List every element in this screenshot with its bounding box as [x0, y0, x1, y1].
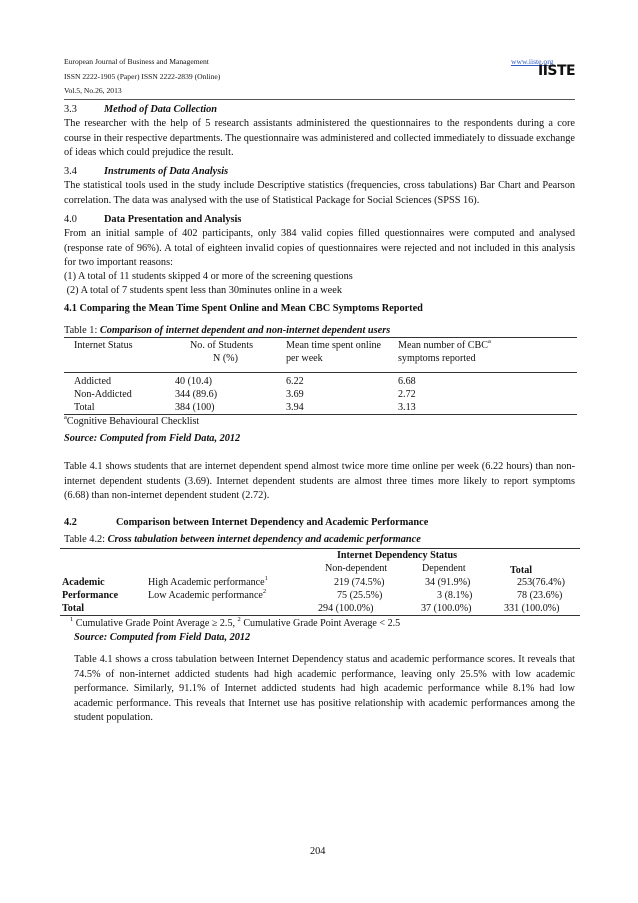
th-students-line1: No. of Students	[190, 340, 254, 351]
table-row-status: Non-Addicted	[74, 389, 132, 400]
cell-total-nondep: 294 (100.0%)	[318, 603, 374, 614]
th-internet-status: Internet Status	[74, 340, 133, 351]
high-label-sup: 1	[264, 575, 268, 582]
table-row-time: 6.22	[286, 376, 304, 387]
table-row-n: 40 (10.4)	[175, 376, 213, 387]
table-row-cbc: 3.13	[398, 402, 416, 413]
caption-prefix: Table 1:	[64, 325, 100, 336]
cell-high-dep: 34 (91.9%)	[425, 577, 471, 588]
low-label-sup: 2	[262, 588, 267, 595]
th-cbc-text: Mean number of CBC	[398, 340, 488, 351]
section-number: 3.4	[64, 166, 77, 177]
volume-line: Vol.5, No.26, 2013	[64, 86, 122, 95]
cell-low-nondep: 75 (25.5%)	[337, 590, 383, 601]
table-1-footnote	[64, 415, 199, 428]
th-cbc-sup: a	[488, 338, 491, 345]
th-dependency-status: Internet Dependency Status	[337, 550, 458, 561]
table-row-time: 3.94	[286, 402, 304, 413]
row-high-label	[148, 576, 268, 589]
table-row-n: 384 (100)	[175, 402, 215, 413]
th-cbc-line2: symptoms reported	[398, 353, 476, 364]
cell-total-total: 331 (100.0%)	[504, 603, 560, 614]
table-1-source: Source: Computed from Field Data, 2012	[64, 433, 241, 444]
low-label-text: Low Academic performance	[148, 590, 263, 601]
row-label-total: Total	[62, 603, 85, 614]
table-4-1-discussion: Table 4.1 shows students that are internet dependent spend almost twice more time online per week (6.22 hours) than non-internet dependent students (3.69). Internet dependent students are almost three times more likely to report symptoms (6.68) than non-internet dependent student (2.72).	[64, 461, 575, 502]
th-mean-time-line2: per week	[286, 353, 323, 364]
table-4-2-bottom-rule	[60, 615, 580, 616]
section-number: 4.0	[64, 214, 77, 225]
table-4-2-footnote	[70, 617, 400, 630]
footnote-part-2: Cumulative Grade Point Average < 2.5	[240, 618, 401, 629]
table-4-2-caption	[64, 533, 421, 547]
section-4-2-heading	[64, 516, 428, 530]
caption-prefix: Table 4.2:	[64, 534, 108, 545]
footnote-part-1: Cumulative Grade Point Average ≥ 2.5,	[73, 618, 238, 629]
section-3-4-body: The statistical tools used in the study include Descriptive statistics (frequencies, cross tabulations) Bar Chart and Pearson correlation. The data was analysed with the use of Statistical Package for Social Sciences (SPSS 16).	[64, 180, 575, 206]
table-row-n: 344 (89.6)	[175, 389, 218, 400]
caption-text: Cross tabulation between internet dependency and academic performance	[107, 534, 421, 545]
issn-line: ISSN 2222-1905 (Paper) ISSN 2222-2839 (Online)	[64, 72, 221, 81]
cell-low-dep: 3 (8.1%)	[437, 590, 473, 601]
table-row-time: 3.69	[286, 389, 304, 400]
reason-1: (1) A total of 11 students skipped 4 or more of the screening questions	[64, 271, 353, 282]
section-title: Comparison between Internet Dependency and Academic Performance	[116, 517, 429, 528]
table-1-caption	[64, 324, 390, 338]
cell-high-nondep: 219 (74.5%)	[334, 577, 385, 588]
footnote-text: Cognitive Behavioural Checklist	[66, 416, 200, 427]
table-4-2-source: Source: Computed from Field Data, 2012	[74, 632, 251, 643]
th-students-line2: N (%)	[213, 353, 238, 364]
cell-total-dep: 37 (100.0%)	[421, 603, 472, 614]
footnote-sup-2: 2	[237, 616, 241, 623]
section-number: 3.3	[64, 104, 77, 115]
table-row-status: Addicted	[74, 376, 111, 387]
th-non-dependent: Non-dependent	[325, 563, 388, 574]
table-1-top-rule	[64, 337, 577, 338]
section-4-1-heading: 4.1 Comparing the Mean Time Spent Online and Mean CBC Symptoms Reported	[64, 303, 423, 314]
section-title: Method of Data Collection	[104, 104, 217, 115]
table-row-cbc: 2.72	[398, 389, 416, 400]
cell-low-total: 78 (23.6%)	[517, 590, 563, 601]
section-number: 4.2	[64, 517, 77, 528]
th-cbc-line1	[398, 339, 491, 352]
section-3-3-heading	[64, 103, 217, 117]
th-mean-time-line1: Mean time spent online	[286, 340, 382, 351]
footnote-sup: a	[64, 414, 67, 421]
section-3-3-body: The researcher with the help of 5 research assistants administered the questionnaires to the respondents during a core course in their respective departments. The questionnaire was administered and collected immediately to dissuade exchange of ideas which could prejudice the result.	[64, 118, 575, 159]
section-title: Data Presentation and Analysis	[104, 214, 242, 225]
section-title: Instruments of Data Analysis	[104, 166, 229, 177]
table-row-cbc: 6.68	[398, 376, 416, 387]
table-1-header-rule	[64, 372, 577, 373]
th-dependent: Dependent	[422, 563, 466, 574]
reason-2: (2) A total of 7 students spent less than 30minutes online in a week	[64, 285, 342, 296]
section-3-4-heading	[64, 165, 228, 179]
logo-text: IISTE	[538, 63, 576, 79]
row-low-label	[148, 589, 266, 602]
section-4-0-heading	[64, 213, 241, 227]
table-row-status: Total	[74, 402, 95, 413]
iiste-logo	[538, 63, 576, 80]
table-4-2-discussion: Table 4.1 shows a cross tabulation between Internet Dependency status and academic performance scores. It reveals that 74.5% of non-internet addicted students had high academic performance, leaving only 25.5% with low academic performance. Similarly, 91.1% of Internet addicted students had high academic performance while 8.1% had low academic performance. This reveals that Internet use has positive relationship with academic performances among the student population.	[74, 654, 575, 724]
row-label-performance: Performance	[62, 590, 119, 601]
header-divider	[64, 99, 575, 100]
high-label-text: High Academic performance	[148, 577, 265, 588]
page-number: 204	[310, 846, 326, 857]
caption-text: Comparison of internet dependent and non-internet dependent users	[99, 325, 391, 336]
table-4-2-top-rule	[60, 548, 580, 549]
journal-url-link[interactable]: www.iiste.org	[511, 57, 554, 66]
cell-high-total: 253(76.4%)	[517, 577, 565, 588]
row-label-academic: Academic	[62, 577, 105, 588]
journal-name: European Journal of Business and Management	[64, 57, 209, 66]
section-4-0-body: From an initial sample of 402 participants, only 384 valid copies filled questionnaires were computed and analysed (response rate of 96%). A total of eighteen invalid copies of questionnaires were rejected and not included in this analysis for two important reasons:	[64, 228, 575, 269]
footnote-sup-1: 1	[70, 616, 74, 623]
th-total: Total	[510, 565, 533, 576]
